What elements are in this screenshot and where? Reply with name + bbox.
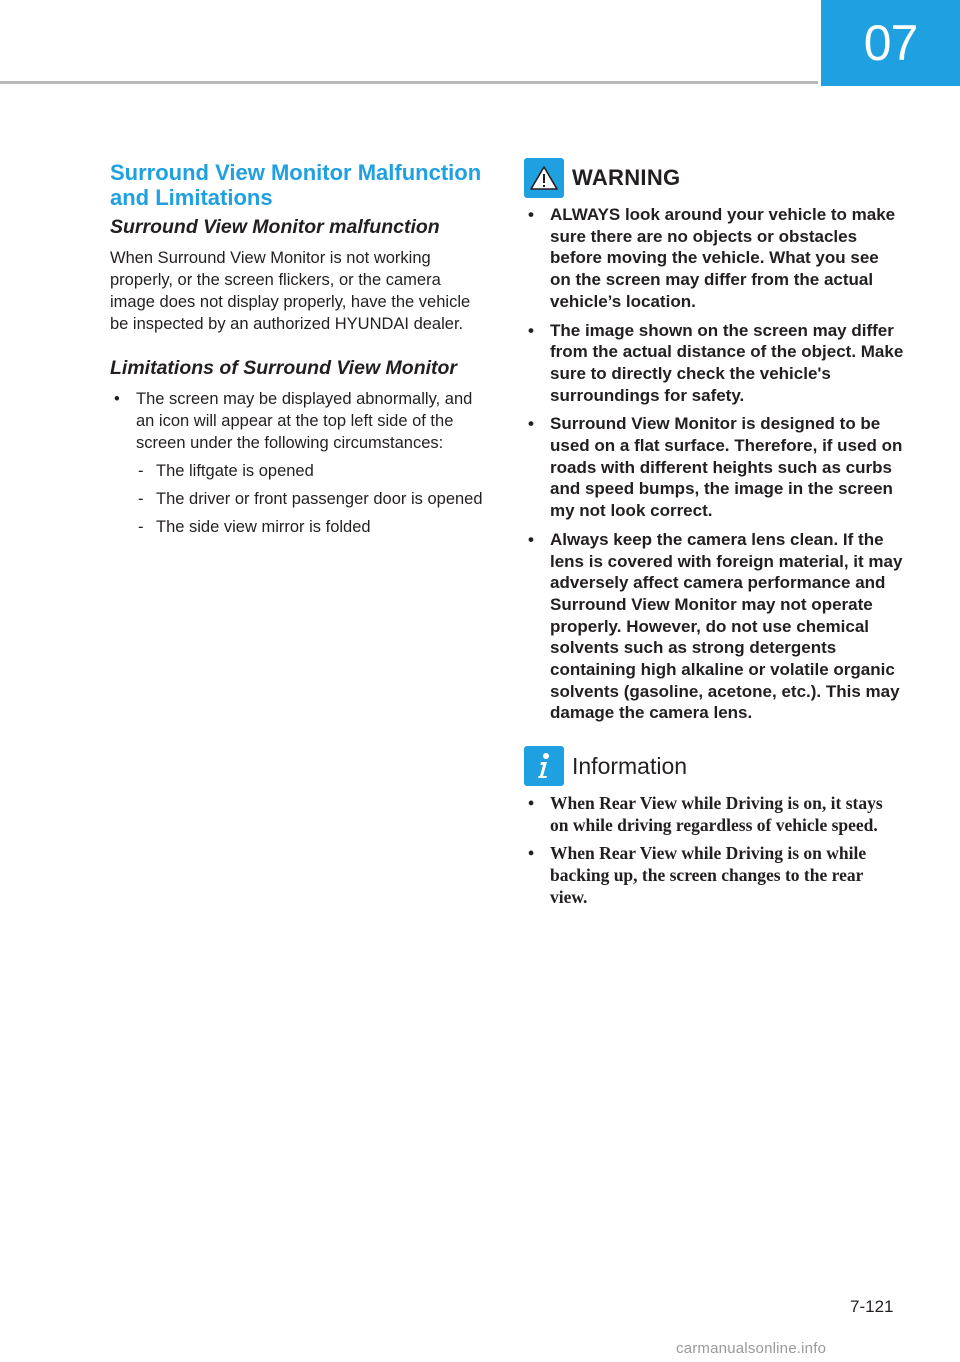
malfunction-text: When Surround View Monitor is not working properly, or the screen flickers, or the camera image does not display properly, have the vehicle be inspected by an authorized HYUNDAI dealer. — [110, 249, 471, 333]
circumstance-text: The liftgate is opened — [156, 462, 314, 480]
circumstance-item — [136, 460, 485, 482]
page-number: 7-121 — [850, 1297, 894, 1316]
information-label: Information — [572, 752, 688, 779]
warning-text: ALWAYS look around your vehicle to make sure there are no objects or obstacles before moving the vehicle. What you see on the screen may differ from the actual vehicle’s location. — [550, 205, 896, 311]
information-heading — [524, 746, 904, 786]
section-title: Surround View Monitor Malfunction and Limitations — [110, 160, 482, 210]
circumstance-text: The driver or front passenger door is opened — [156, 490, 483, 508]
malfunction-heading: Surround View Monitor malfunction — [110, 216, 440, 238]
information-text: When Rear View while Driving is on, it stays on while driving regardless of vehicle speed. — [550, 793, 883, 836]
warning-list — [524, 204, 904, 724]
dash-mark: - — [138, 518, 144, 536]
warning-item — [524, 320, 904, 407]
bullet-mark: • — [528, 414, 534, 434]
right-column — [524, 158, 904, 914]
warning-heading — [524, 158, 904, 198]
circumstance-text: The side view mirror is folded — [156, 518, 371, 536]
information-item — [524, 792, 904, 836]
information-item — [524, 842, 904, 908]
header-rule — [0, 81, 818, 84]
warning-item — [524, 529, 904, 724]
bullet-mark: • — [528, 529, 534, 549]
warning-item — [524, 204, 904, 313]
information-text: When Rear View while Driving is on while backing up, the screen changes to the rear view. — [550, 843, 867, 908]
chapter-tab — [821, 0, 960, 86]
circumstance-item — [136, 488, 485, 510]
dash-mark: - — [138, 462, 144, 480]
information-list — [524, 792, 904, 908]
bullet-mark: • — [528, 205, 534, 224]
watermark: carmanualsonline.info — [676, 1340, 827, 1357]
dash-mark: - — [138, 490, 144, 508]
limitations-heading: Limitations of Surround View Monitor — [110, 357, 458, 379]
circumstance-item — [136, 516, 485, 538]
bullet-mark: • — [528, 843, 535, 864]
warning-item — [524, 413, 904, 522]
warning-triangle-icon — [524, 158, 564, 198]
circumstance-list — [136, 460, 485, 538]
warning-text: Always keep the camera lens clean. If the lens is covered with foreign material, it may adversely affect camera performance and Surround View Monitor may not operate properly. However, do not use chemical solvents such as strong detergents containing high alkaline or volatile organic solvents (gasoline, acetone, etc.). This may damage the camera lens. — [550, 529, 903, 723]
bullet-mark: • — [528, 320, 534, 340]
warning-text: The image shown on the screen may differ from the actual distance of the object. Make sure to directly check the vehicle's surroundings for safety. — [550, 320, 904, 405]
chapter-number: 07 — [863, 15, 918, 71]
limitations-list — [110, 388, 485, 538]
warning-label: WARNING — [572, 165, 681, 190]
limitations-bullet — [110, 388, 485, 538]
bullet-mark: • — [114, 390, 120, 408]
warning-text: Surround View Monitor is designed to be used on a flat surface. Therefore, if used on roads with different heights such as curbs and speed bumps, the image in the screen my not look correct. — [550, 414, 903, 521]
info-i-icon — [524, 746, 564, 786]
bullet-mark: • — [528, 793, 535, 814]
left-column — [110, 160, 485, 544]
limitations-bullet-text: The screen may be displayed abnormally, and an icon will appear at the top left side of the screen under the following circumstances: — [136, 390, 473, 452]
